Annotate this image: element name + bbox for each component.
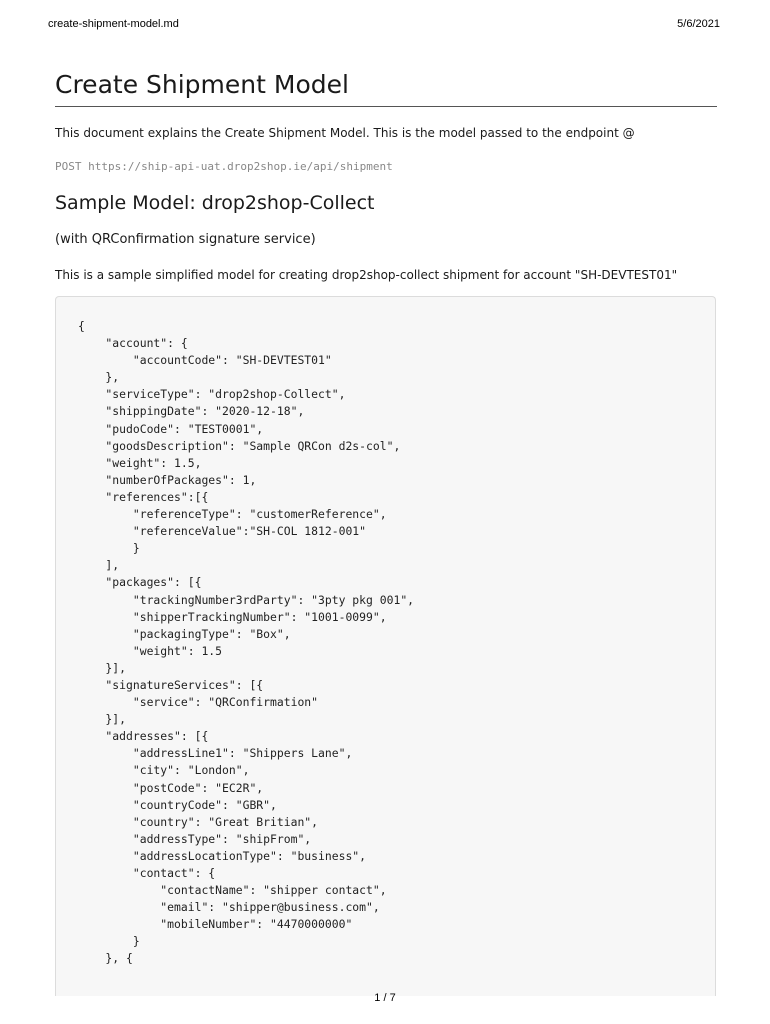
code-line: "account": { — [78, 336, 188, 351]
code-line: "service": "QRConfirmation" — [78, 695, 319, 710]
page-indicator: 1 / 7 — [374, 992, 396, 1004]
code-block — [55, 296, 716, 996]
section-description: This is a sample simplified model for creating drop2shop-collect shipment for account "SH-DEVTEST01" — [55, 268, 678, 282]
code-line: }], — [78, 712, 127, 727]
code-line: "addresses": [{ — [78, 729, 209, 744]
code-line: } — [78, 541, 140, 556]
code-line: "weight": 1.5 — [78, 643, 223, 658]
code-line: "shipperTrackingNumber": "1001-0099", — [78, 609, 387, 624]
code-line: "trackingNumber3rdParty": "3pty pkg 001", — [78, 592, 415, 607]
code-line: "contactName": "shipper contact", — [78, 883, 387, 898]
code-line: "city": "London", — [78, 763, 250, 778]
header-date: 5/6/2021 — [677, 18, 720, 30]
code-line: "pudoCode": "TEST0001", — [78, 421, 264, 436]
code-line: }, { — [78, 951, 133, 966]
code-line: "postCode": "EC2R", — [78, 780, 264, 795]
header-filename: create-shipment-model.md — [48, 18, 179, 30]
code-line: "references":[{ — [78, 489, 209, 504]
code-line: "referenceType": "customerReference", — [78, 507, 387, 522]
code-line: "goodsDescription": "Sample QRCon d2s-col", — [78, 438, 401, 453]
code-line: "email": "shipper@business.com", — [78, 900, 380, 915]
code-line: "contact": { — [78, 866, 216, 880]
code-line: }], — [78, 660, 127, 675]
code-line: "serviceType": "drop2shop-Collect", — [78, 387, 346, 402]
code-line: "addressLocationType": "business", — [78, 848, 367, 863]
code-line: "packages": [{ — [78, 575, 202, 590]
intro-paragraph: This document explains the Create Shipment Model. This is the model passed to the endpoint @ — [55, 126, 635, 140]
page-title: Create Shipment Model — [55, 70, 349, 99]
endpoint-code: POST https://ship-api-uat.drop2shop.ie/api/shipment — [55, 160, 393, 173]
code-content — [78, 318, 414, 968]
code-line: "addressType": "shipFrom", — [78, 831, 312, 846]
title-divider — [55, 106, 717, 107]
code-line: "accountCode": "SH-DEVTEST01" — [78, 353, 332, 368]
code-line: "referenceValue":"SH-COL 1812-001" — [78, 524, 367, 539]
code-line: "weight": 1.5, — [78, 455, 202, 470]
code-line: "country": "Great Britian", — [78, 814, 319, 829]
code-line: "addressLine1": "Shippers Lane", — [78, 746, 353, 761]
code-line: { — [78, 319, 85, 333]
section-heading: Sample Model: drop2shop-Collect — [55, 192, 375, 214]
code-line: "mobileNumber": "4470000000" — [78, 917, 353, 932]
code-line: "signatureServices": [{ — [78, 677, 264, 692]
code-line: "countryCode": "GBR", — [78, 797, 277, 812]
code-line: "packagingType": "Box", — [78, 626, 291, 641]
code-line: "numberOfPackages": 1, — [78, 472, 257, 487]
code-line: "shippingDate": "2020-12-18", — [78, 404, 305, 419]
code-line: ], — [78, 558, 120, 573]
code-line: } — [78, 934, 140, 949]
section-subheading: (with QRConfirmation signature service) — [55, 232, 316, 247]
code-line: }, — [78, 370, 120, 385]
